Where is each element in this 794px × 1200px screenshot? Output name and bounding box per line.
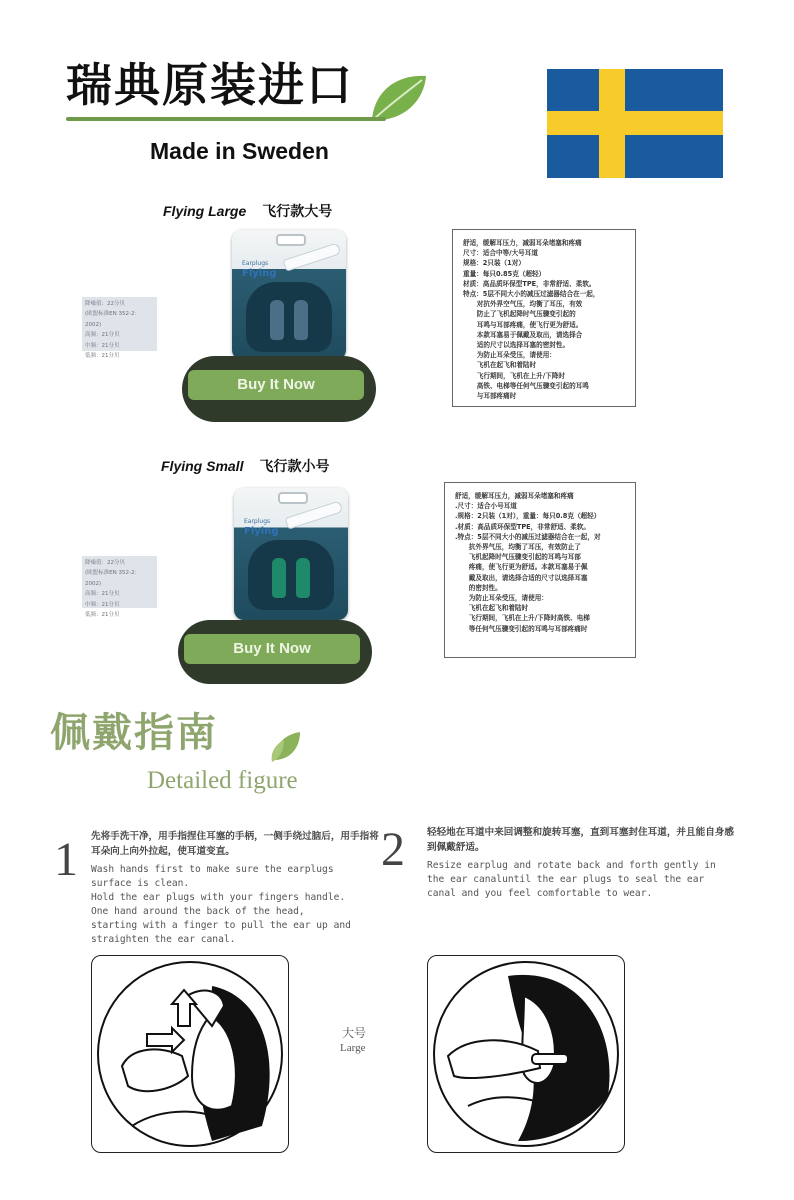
product-title	[161, 456, 329, 476]
step-text-en: Wash hands first to make sure the earplugs surface is clean. Hold the ear plugs with your fingers handle. One hand around the back of the head, starting with a finger to pull the ear up and straighten the ear canal.	[91, 864, 351, 945]
buy-now-button-container	[178, 620, 372, 684]
size-label-cn: 大号	[342, 1026, 367, 1040]
product-package-image	[234, 488, 348, 620]
noise-line: 低频：21分贝	[85, 612, 120, 619]
guide-title-cn: 佩戴指南	[50, 710, 218, 756]
product-package-image	[232, 230, 346, 360]
ear-insert-illustration	[428, 956, 624, 1152]
step-number: 2	[381, 823, 405, 876]
step-illustration-frame	[91, 955, 289, 1153]
package-label: Earplugs	[244, 518, 271, 525]
buy-now-button[interactable]: Buy It Now	[184, 634, 360, 664]
product-title	[163, 201, 332, 221]
noise-line: 降噪值：22分贝	[85, 301, 125, 307]
product-title-en: Flying Large	[163, 203, 247, 219]
package-name: Flying	[244, 526, 279, 537]
step-number: 1	[54, 833, 78, 886]
buy-now-button[interactable]: Buy It Now	[188, 370, 364, 400]
title-underline	[66, 117, 386, 121]
product-title-en: Flying Small	[161, 458, 244, 474]
step-text-cn: 先将手洗干净，用手指捏住耳塞的手柄，一侧手绕过脑后，用手指将耳朵向上向外拉起，使耳道变直。	[91, 831, 379, 857]
guide-title-en: Detailed figure	[147, 767, 298, 794]
size-label-en: Large	[340, 1042, 366, 1054]
noise-rating-box	[82, 556, 157, 619]
package-name: Flying	[242, 268, 277, 279]
noise-line: 高频：21分贝	[85, 591, 120, 598]
noise-line: (欧盟标准EN 352-2：2002)	[85, 570, 140, 587]
package-label: Earplugs	[242, 260, 269, 267]
noise-line: 低频：21分贝	[85, 353, 120, 360]
page-subtitle-en: Made in Sweden	[150, 138, 329, 164]
step-text-en: Resize earplug and rotate back and forth gently in the ear canaluntil the ear plugs to seal the ear canal and you feel comfortable to wear.	[427, 860, 716, 899]
noise-line: (欧盟标准EN 352-2：2002)	[85, 311, 140, 328]
sweden-flag	[547, 69, 723, 178]
product-spec-box: 舒适，缓解耳压力，减弱耳朵堵塞和疼痛 .尺寸：适合小号耳道 .规格：2只装（1对），重量：每只0.8克（超轻） .材质：高品质环保型TPE，非常舒适、柔软。 .特点：5层不同大小的减压过滤器结合在一起，对 抗外界气压，均衡了耳压，有效防止了 飞机起降时气压骤变引起的耳鸣与耳部 疼痛，使飞行更为舒适。本款耳塞易于佩 戴及取出，请选择合适的尺寸以选择耳塞 的密封性。 为防止耳朵受压，请使用： 飞机在起飞和着陆时 飞行期间，飞机在上升/下降时高铁、电梯 等任何气压骤变引起的耳鸣与耳部疼痛时	[444, 482, 636, 658]
noise-line: 降噪值：22分贝	[85, 560, 125, 566]
page-title-cn: 瑞典原装进口	[66, 58, 354, 112]
noise-line: 高频：21分贝	[85, 332, 120, 339]
noise-rating-box	[82, 297, 157, 360]
noise-line: 中频：21分贝	[85, 342, 120, 349]
ear-pull-illustration	[92, 956, 288, 1152]
buy-now-button-container	[182, 356, 376, 422]
noise-line: 中频：21分贝	[85, 601, 120, 608]
product-spec-box: 舒适，缓解耳压力，减弱耳朵堵塞和疼痛 尺寸：适合中等/大号耳道 规格：2只装（1对） 重量：每只0.85克（超轻） 材质：高品质环保型TPE，非常舒适、柔软。 特点：5层不同大小的减压过滤器结合在一起， 对抗外界空气压，均衡了耳压，有效 防止了飞机起降时气压骤变引起的 耳鸣与耳部疼痛，使飞行更为舒适。 本款耳塞易于佩戴及取出，请选择合 适的尺寸以选择耳塞的密封性。 为防止耳朵受压，请使用： 飞机在起飞和着陆时 飞行期间，飞机在上升/下降时 高铁、电梯等任何气压骤变引起的耳鸣 与耳部疼痛时	[452, 229, 636, 407]
step-illustration-frame	[427, 955, 625, 1153]
product-title-cn: 飞行款小号	[259, 458, 330, 474]
leaf-icon	[270, 728, 304, 764]
product-title-cn: 飞行款大号	[262, 203, 333, 219]
step-text-cn: 轻轻地在耳道中来回调整和旋转耳塞，直到耳塞封住耳道，并且能自身感到佩戴舒适。	[427, 827, 734, 853]
